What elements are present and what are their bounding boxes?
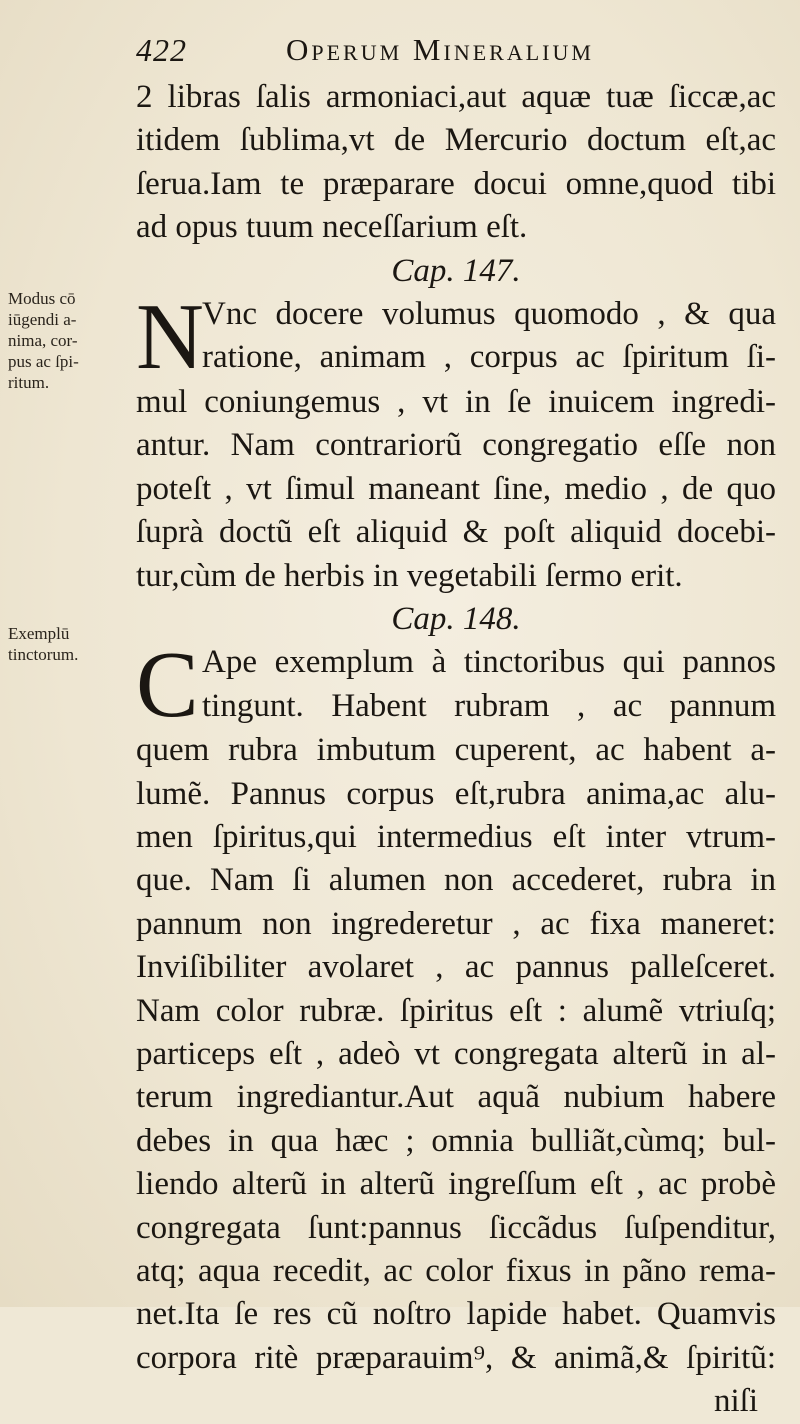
text-line: antur. Nam contrariorũ congregatio eſſe non <box>136 427 776 464</box>
text-line: ad opus tuum neceſſarium eſt. <box>136 209 528 246</box>
chapter-148-paragraph <box>136 633 776 1423</box>
text-line: corpora ritè præparauim⁹, & animã,& ſpiritũ: <box>136 1339 776 1376</box>
text-line: tingunt. Habent rubram , ac pannum <box>202 687 776 724</box>
text-line: ſuprà doctũ eſt aliquid & poſt aliquid docebi- <box>136 514 776 551</box>
text-line: 2 libras ſalis armoniaci,aut aquæ tuæ ſiccæ,ac <box>136 79 776 115</box>
text-line: tur,cùm de herbis in vegetabili ſermo erit. <box>136 557 683 594</box>
text-line: poteſt , vt ſimul maneant ſine, medio , de quo <box>136 470 776 507</box>
drop-cap-c: C <box>136 633 199 738</box>
text-line: mul coniungemus , vt in ſe inuicem ingredi- <box>136 383 776 420</box>
margin-note-line: ritum. <box>8 373 50 392</box>
text-line: terum ingrediantur.Aut aquã nubium habere <box>136 1079 776 1116</box>
drop-cap-n: N <box>136 284 204 389</box>
chapter-147-paragraph <box>136 284 776 598</box>
margin-note-line: Modus cō <box>8 289 76 308</box>
text-line: lumẽ. Pannus corpus eſt,rubra anima,ac alu- <box>136 775 776 812</box>
text-line: ſerua.Iam te præparare docui omne,quod tibi <box>136 165 776 202</box>
text-line: quem rubra imbutum cuperent, ac habent a- <box>136 732 776 769</box>
margin-note-line: pus ac ſpi- <box>8 352 79 371</box>
text-line: men ſpiritus,qui intermedius eſt inter vtrum- <box>136 819 776 856</box>
running-title: Operum Mineralium <box>286 32 594 67</box>
margin-note-line: iūgendi a- <box>8 310 77 329</box>
margin-note-example <box>8 623 120 665</box>
text-line: ratione, animam , corpus ac ſpiritum ſi- <box>202 339 776 376</box>
margin-note-line: nima, cor- <box>8 331 78 350</box>
text-line: Nam color rubræ. ſpiritus eſt : alumẽ vtriuſq; <box>136 992 776 1029</box>
catchword: niſi <box>713 1383 758 1420</box>
text-line: Ape exemplum à tinctoribus qui pannos <box>202 644 776 681</box>
chapter-heading-147: Cap. 147. <box>391 252 521 289</box>
page-number: 422 <box>136 32 187 68</box>
text-line: Vnc docere volumus quomodo , & qua <box>202 295 776 332</box>
text-line: Inviſibiliter avolaret , ac pannus palleſceret. <box>136 949 776 986</box>
text-line: pannum non ingrederetur , ac fixa maneret: <box>136 905 776 942</box>
margin-note-line: tinctorum. <box>8 645 79 664</box>
margin-note-method <box>8 288 120 393</box>
text-line: congregata ſunt:pannus ſiccãdus ſuſpenditur, <box>136 1209 776 1246</box>
text-line: que. Nam ſi alumen non accederet, rubra in <box>136 862 776 899</box>
main-text <box>136 76 776 1424</box>
text-line: atq; aqua recedit, ac color fixus in pãno rema- <box>136 1252 776 1289</box>
text-line: debes in qua hæc ; omnia bulliãt,cùmq; bul- <box>136 1122 776 1159</box>
text-line: itidem ſublima,vt de Mercurio doctum eſt,ac <box>136 122 776 159</box>
text-line: net.Ita ſe res cũ noſtro lapide habet. Quamvis <box>136 1296 776 1333</box>
text-line: particeps eſt , adeò vt congregata alterũ in al- <box>136 1036 776 1073</box>
margin-note-line: Exemplū <box>8 624 70 643</box>
chapter-heading-148: Cap. 148. <box>391 600 521 637</box>
running-head <box>136 32 776 72</box>
text-line: liendo alterũ in alterũ ingreſſum eſt , ac probè <box>136 1166 776 1203</box>
